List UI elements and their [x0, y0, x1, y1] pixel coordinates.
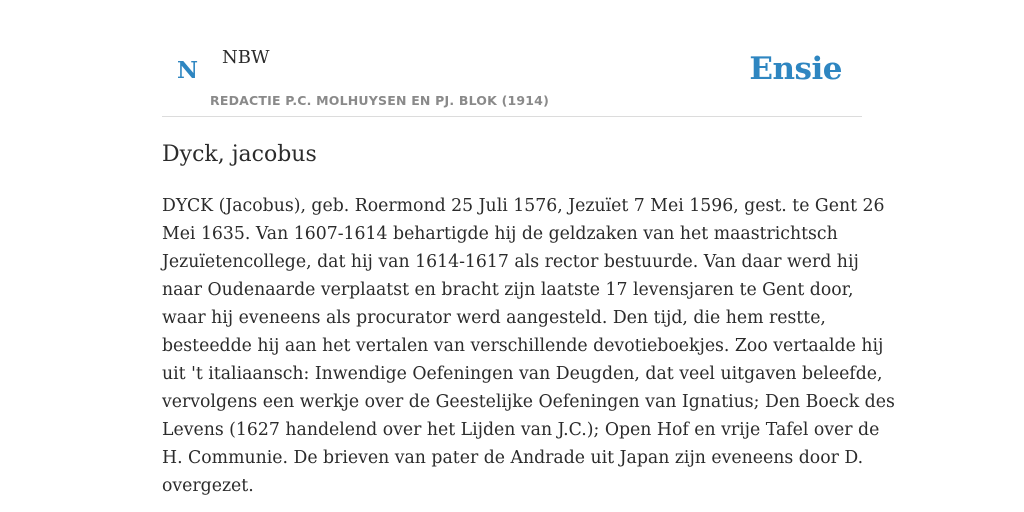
source-subtitle: REDACTIE P.C. MOLHUYSEN EN PJ. BLOK (1914)	[210, 93, 549, 108]
body-line: vervolgens een werkje over de Geestelijke Oefeningen van Ignatius; Den Boeck des	[162, 392, 895, 412]
body-line: Levens (1627 handelend over het Lijden van J.C.); Open Hof en vrije Tafel over de	[162, 420, 880, 440]
body-line: Mei 1635. Van 1607-1614 behartigde hij de geldzaken van het maastrichtsch	[162, 224, 838, 244]
page	[162, 0, 895, 512]
source-title[interactable]: NBW	[222, 47, 270, 68]
header	[162, 0, 862, 117]
body-line: besteedde hij aan het vertalen van verschillende devotieboekjes. Zoo vertaalde hij	[162, 336, 884, 356]
body-line: DYCK (Jacobus), geb. Roermond 25 Juli 1576, Jezuïet 7 Mei 1596, gest. te Gent 26	[162, 196, 885, 216]
body-line: Jezuïetencollege, dat hij van 1614-1617 als rector bestuurde. Van daar werd hij	[162, 252, 859, 272]
body-line: naar Oudenaarde verplaatst en bracht zijn laatste 17 levensjaren te Gent door,	[162, 280, 854, 300]
entry-body	[162, 192, 895, 500]
entry-title: Dyck, jacobus	[162, 142, 317, 167]
brand-logo[interactable]: Ensie	[749, 51, 842, 87]
source-logo[interactable]: N	[177, 57, 199, 84]
body-line: uit 't italiaansch: Inwendige Oefeningen van Deugden, dat veel uitgaven beleefde,	[162, 364, 883, 384]
body-line: overgezet.	[162, 476, 254, 496]
body-line: H. Communie. De brieven van pater de Andrade uit Japan zijn eveneens door D.	[162, 448, 864, 468]
body-line: waar hij eveneens als procurator werd aangesteld. Den tijd, die hem restte,	[162, 308, 826, 328]
